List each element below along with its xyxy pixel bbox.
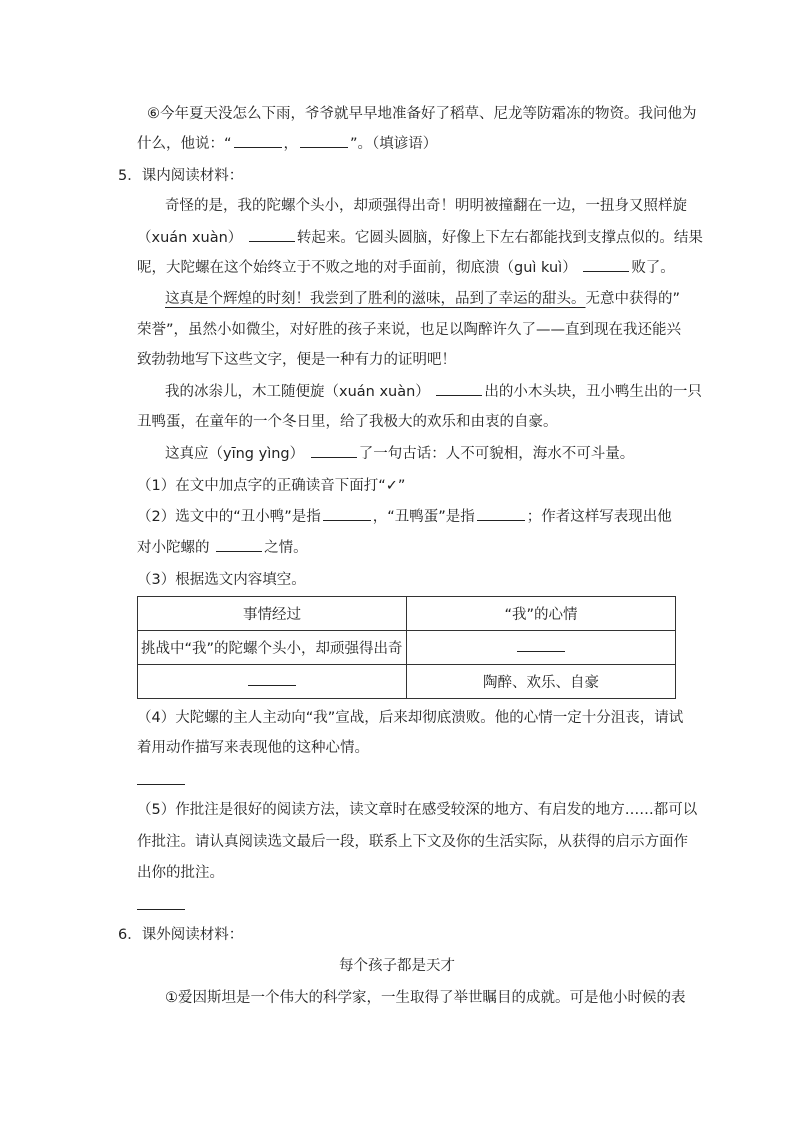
q5-sub4-line1: （4）大陀螺的主人主动向“我”宣战，后来却彻底溃败。他的心情一定十分沮丧，请试 (137, 710, 684, 726)
q5-sub5-line2: 作批注。请认真阅读选文最后一段，联系上下文及你的生活实际，从获得的启示方面作 (137, 834, 688, 850)
table-header: “我”的心情 (407, 597, 676, 631)
answer-blank[interactable] (583, 259, 629, 272)
q5-p1-line2: （xuán xuàn） 转起来。它圆头圆脑，好像上下左右都能找到支撑点似的。结果 (137, 230, 703, 246)
q6-title: 每个孩子都是天才 (339, 958, 455, 974)
table-cell: 陶醉、欢乐、自豪 (407, 665, 676, 699)
table-cell-blank[interactable] (407, 631, 676, 665)
q5-sub5-line3: 出你的批注。 (137, 865, 224, 881)
answer-line[interactable] (137, 784, 185, 785)
q4-line2: 什么，他说：“ ， ”。（填谚语） (137, 136, 438, 152)
table-cell: 挑战中“我”的陀螺个头小，却顽强得出奇 (138, 631, 407, 665)
table-header: 事情经过 (138, 597, 407, 631)
underlined-sentence: 这真是个辉煌的时刻！我尝到了胜利的滋味，品到了幸运的甜头。 (165, 291, 586, 307)
table-header-row (138, 597, 676, 631)
q5-sub2-line2: 对小陀螺的 之情。 (137, 540, 308, 556)
q5-p3-line2: 丑鸭蛋，在童年的一个冬日里，给了我极大的欢乐和由衷的自豪。 (137, 414, 558, 430)
q5-sub3: （3）根据选文内容填空。 (137, 572, 306, 588)
table-row (138, 631, 676, 665)
answer-table (137, 596, 676, 699)
q5-p2-line2: 荣誉”，虽然小如微尘，对好胜的孩子来说，也足以陶醉许久了——直到现在我还能兴 (137, 322, 682, 338)
table-row (138, 665, 676, 699)
q5-sub2-line1: （2）选文中的“丑小鸭”是指 ，“丑鸭蛋”是指 ；作者这样写表现出他 (137, 509, 672, 525)
q5-heading: 5．课内阅读材料： (118, 168, 244, 184)
answer-blank[interactable] (248, 673, 296, 686)
q5-sub5-line1: （5）作批注是很好的阅读方法，读文章时在感受较深的地方、有启发的地方……都可以 (137, 802, 698, 818)
answer-blank[interactable] (249, 229, 295, 242)
q5-p4: 这真应（yīng yìng） 了一句古话：人不可貌相，海水不可斗量。 (165, 446, 635, 462)
answer-blank[interactable] (300, 135, 348, 148)
q5-p3-line1: 我的冰尜儿，木工随便旋（xuán xuàn） 出的小木头块，丑小鸭生出的一只 (165, 384, 702, 400)
answer-line[interactable] (137, 909, 185, 910)
q5-p1-line3: 呢，大陀螺在这个始终立于不败之地的对手面前，彻底溃（guì kuì） 败了。 (137, 260, 675, 276)
q5-p1-line1: 奇怪的是，我的陀螺个头小，却顽强得出奇！明明被撞翻在一边，一扭身又照样旋 (165, 198, 687, 214)
q5-p2-line3: 致勃勃地写下这些文字，便是一种有力的证明吧！ (137, 352, 456, 368)
answer-blank[interactable] (216, 539, 262, 552)
q4-line1: ⑥今年夏天没怎么下雨，爷爷就早早地准备好了稻草、尼龙等防霜冻的物资。我问他为 (147, 106, 697, 122)
q6-heading: 6．课外阅读材料： (118, 927, 244, 943)
answer-blank[interactable] (323, 508, 371, 521)
q5-sub4-line2: 着用动作描写来表现他的这种心情。 (137, 740, 369, 756)
answer-blank[interactable] (436, 383, 482, 396)
q5-p2-line1: 这真是个辉煌的时刻！我尝到了胜利的滋味，品到了幸运的甜头。无意中获得的” (165, 291, 681, 307)
q6-p1-line1: ①爱因斯坦是一个伟大的科学家，一生取得了举世瞩目的成就。可是他小时候的表 (165, 990, 686, 1006)
answer-blank[interactable] (517, 639, 565, 652)
q5-sub1: （1）在文中加点字的正确读音下面打“✓” (137, 478, 406, 494)
answer-blank[interactable] (477, 508, 525, 521)
answer-blank[interactable] (234, 135, 282, 148)
answer-blank[interactable] (311, 445, 357, 458)
table-cell-blank[interactable] (138, 665, 407, 699)
